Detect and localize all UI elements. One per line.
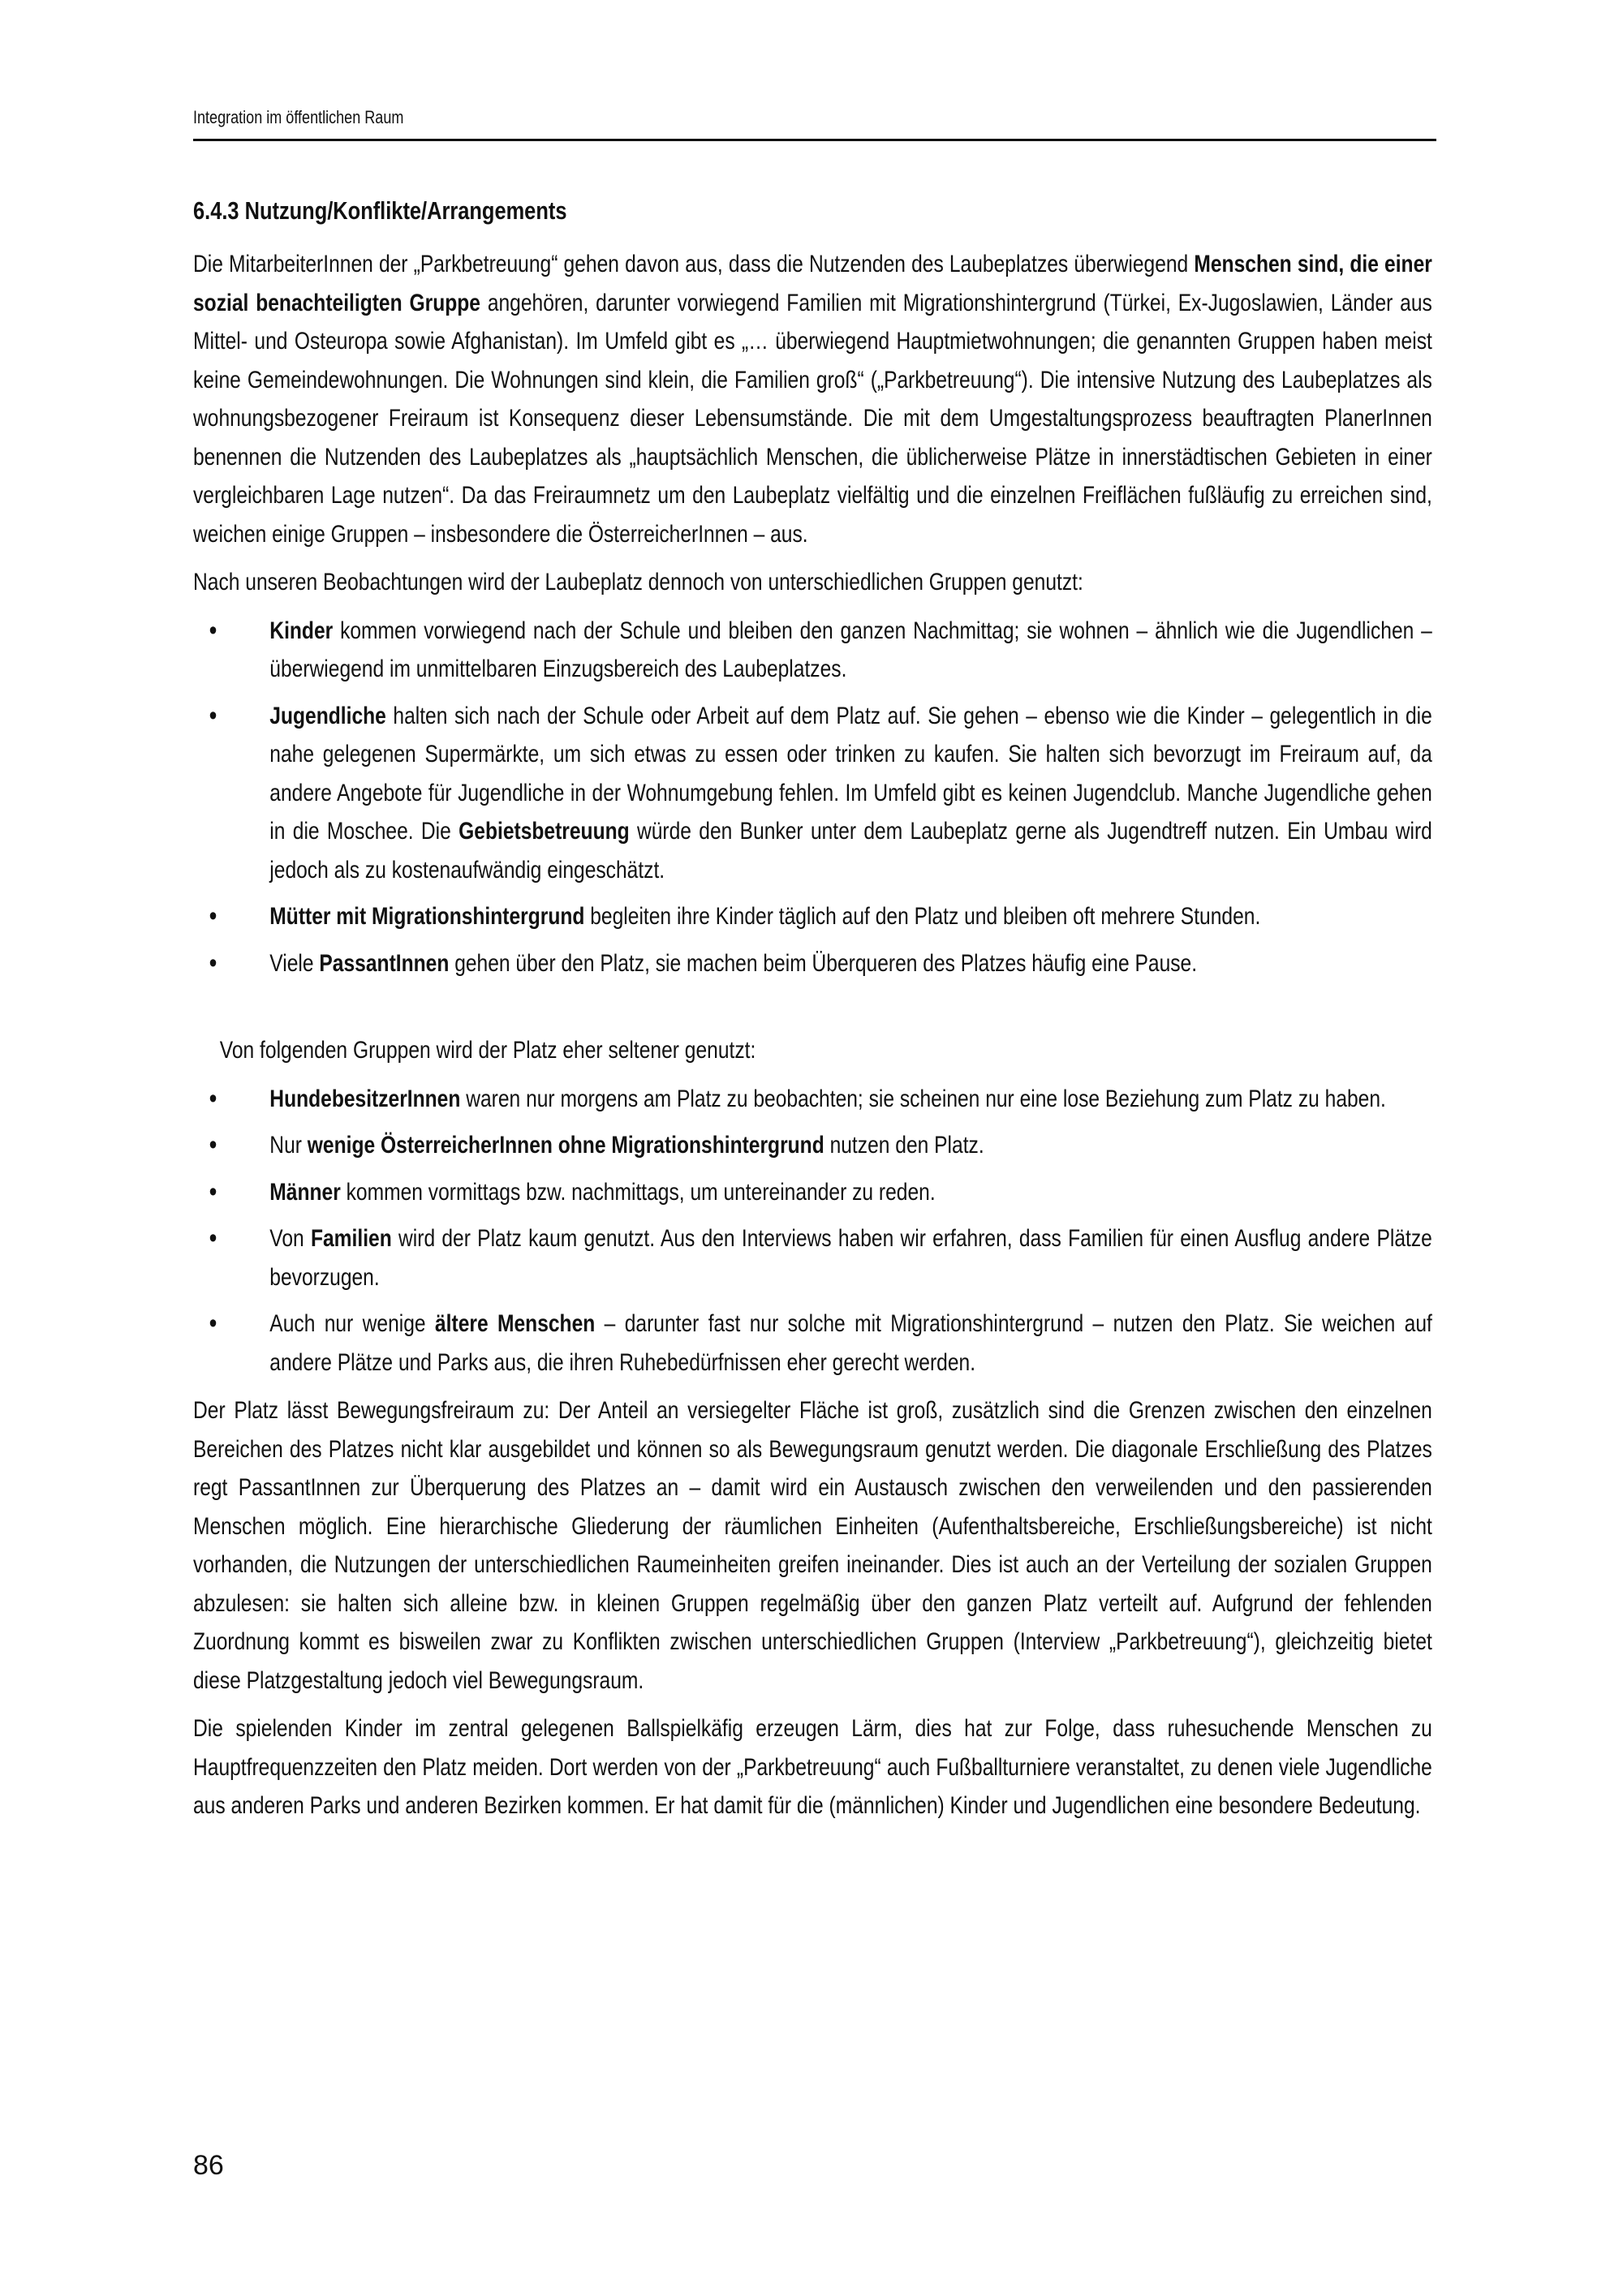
paragraph xyxy=(193,563,1432,602)
bullet-item xyxy=(193,1305,1432,1382)
bold-text: HundebesitzerInnen xyxy=(269,1085,461,1112)
text-segment: Nur xyxy=(269,1132,308,1159)
text-segment: gehen über den Platz, sie machen beim Überqueren des Platzes häufig eine Pause. xyxy=(449,949,1198,977)
bold-text: Kinder xyxy=(269,617,334,644)
bold-text: Jugendliche xyxy=(269,702,386,729)
text-segment: Von xyxy=(269,1225,311,1252)
paragraph xyxy=(193,1031,1432,1070)
bullet-item xyxy=(193,1126,1432,1165)
document-body xyxy=(193,195,1432,1835)
text-segment: Von folgenden Gruppen wird der Platz eher seltener genutzt: xyxy=(219,1037,756,1064)
text-segment: Der Platz lässt Bewegungsfreiraum zu: Der Anteil an versiegelter Fläche ist groß, zusätzlich sind die Grenzen zwischen den einzelnen Bereichen des Platzes nicht klar ausgebildet und können so als Bewegungsraum genutzt werden. Die diagonale Erschließung des Platzes regt PassantInnen zur Überquerung des Platzes an – damit wird ein Austausch zwischen den verweilenden und den passierenden Menschen möglich. Eine hierarchische Gliederung der räumlichen Einheiten (Aufenthaltsbereiche, Erschließungsbereiche) ist nicht vorhanden, die Nutzungen der unterschiedlichen Raumeinheiten greifen ineinander. Dies ist auch an der Verteilung der sozialen Gruppen abzulesen: sie halten sich alleine bzw. in kleinen Gruppen regelmäßig über den ganzen Platz verteilt auf. Aufgrund der fehlenden Zuordnung kommt es bisweilen zwar zu Konflikten zwischen unterschiedlichen Gruppen (Interview „Parkbetreuung“), gleichzeitig bietet diese Platzgestaltung jedoch viel Bewegungsraum. xyxy=(193,1397,1432,1694)
running-header-title: Integration im öffentlichen Raum xyxy=(193,107,404,127)
bold-text: Gebietsbetreuung xyxy=(458,818,630,845)
bold-text: Männer xyxy=(269,1178,341,1206)
bold-text: Mütter mit Migrationshintergrund xyxy=(269,903,585,930)
text-segment: Nach unseren Beobachtungen wird der Laubeplatz dennoch von unterschiedlichen Gruppen genutzt: xyxy=(193,569,1083,595)
bullet-list xyxy=(193,1080,1432,1382)
text-segment: halten sich nach der Schule oder Arbeit auf dem Platz auf. Sie gehen – ebenso wie die Kinder – gelegentlich in die nahe gelegenen Supermärkte, um sich etwas zu essen oder trinken zu kaufen. Sie halten sich bevorzugt im Freiraum auf, da andere Angebote für Jugendliche in der Wohnumgebung fehlen. Im Umfeld gibt es keinen Jugendclub. Manche Jugendliche gehen in die Moschee. Die xyxy=(269,702,1432,845)
bullet-item xyxy=(193,697,1432,890)
bullet-list xyxy=(193,612,1432,983)
bullet-item xyxy=(193,1219,1432,1296)
text-segment: Viele xyxy=(269,949,320,977)
header-divider xyxy=(193,139,1436,141)
running-header xyxy=(193,107,1436,128)
bold-text: PassantInnen xyxy=(319,949,450,977)
text-segment: waren nur morgens am Platz zu beobachten; sie scheinen nur eine lose Beziehung zum Platz zu haben. xyxy=(460,1085,1386,1112)
bullet-item xyxy=(193,1173,1432,1212)
text-segment: angehören, darunter vorwiegend Familien mit Migrationshintergrund (Türkei, Ex-Jugoslawien, Länder aus Mittel- und Osteuropa sowie Afghanistan). Im Umfeld gibt es „… überwiegend Hauptmietwohnungen; die genannten Gruppen haben meist keine Gemeindewohnungen. Die Wohnungen sind klein, die Familien groß“ („Parkbetreuung“). Die intensive Nutzung des Laubeplatzes als wohnungsbezogener Freiraum ist Konsequenz dieser Lebensumstände. Die mit dem Umgestaltungsprozess beauftragten PlanerInnen benennen die Nutzenden des Laubeplatzes als „hauptsächlich Menschen, die üblicherweise Plätze in innerstädtischen Gebieten in einer vergleichbaren Lage nutzen“. Da das Freiraumnetz um den Laubeplatz vielfältig und die einzelnen Freiflächen fußläufig zu erreichen sind, weichen einige Gruppen – insbesondere die ÖsterreicherInnen – aus. xyxy=(193,289,1432,548)
text-segment: nutzen den Platz. xyxy=(824,1132,984,1159)
text-segment: Auch nur wenige xyxy=(269,1310,435,1337)
section-heading: 6.4.3 Nutzung/Konflikte/Arrangements xyxy=(193,196,567,225)
paragraph xyxy=(193,245,1432,553)
text-segment: Die MitarbeiterInnen der „Parkbetreuung“ gehen davon aus, dass die Nutzenden des Laubeplatzes überwiegend xyxy=(193,251,1195,277)
bold-text: wenige ÖsterreicherInnen ohne Migrationshintergrund xyxy=(307,1132,824,1159)
paragraph xyxy=(193,1391,1432,1700)
bold-text: Familien xyxy=(310,1225,392,1252)
bullet-item xyxy=(193,944,1432,983)
paragraph xyxy=(193,1709,1432,1825)
text-segment: Die spielenden Kinder im zentral gelegenen Ballspielkäfig erzeugen Lärm, dies hat zur Folge, dass ruhesuchende Menschen zu Hauptfrequenzzeiten den Platz meiden. Dort werden von der „Parkbetreuung“ auch Fußballturniere veranstaltet, zu denen viele Jugendliche aus anderen Parks und anderen Bezirken kommen. Er hat damit für die (männlichen) Kinder und Jugendlichen eine besondere Bedeutung. xyxy=(193,1715,1432,1819)
bold-text: Menschen sind, die einer sozial benachteiligten Gruppe xyxy=(193,251,1432,316)
page-number: 86 xyxy=(193,2150,224,2181)
text-segment: wird der Platz kaum genutzt. Aus den Interviews haben wir erfahren, dass Familien für einen Ausflug andere Plätze bevorzugen. xyxy=(269,1225,1432,1291)
bullet-item xyxy=(193,612,1432,689)
text-segment: kommen vormittags bzw. nachmittags, um untereinander zu reden. xyxy=(340,1178,936,1206)
text-segment: kommen vorwiegend nach der Schule und bleiben den ganzen Nachmittag; sie wohnen – ähnlich wie die Jugendlichen – überwiegend im unmittelbaren Einzugsbereich des Laubeplatzes. xyxy=(269,617,1432,682)
text-segment: würde den Bunker unter dem Laubeplatz gerne als Jugendtreff nutzen. Ein Umbau wird jedoch als zu kostenaufwändig eingeschätzt. xyxy=(269,818,1432,884)
bullet-item xyxy=(193,897,1432,936)
bullet-item xyxy=(193,1080,1432,1119)
text-segment: begleiten ihre Kinder täglich auf den Platz und bleiben oft mehrere Stunden. xyxy=(584,903,1261,930)
text-segment: – darunter fast nur solche mit Migrationshintergrund – nutzen den Platz. Sie weichen auf andere Plätze und Parks aus, die ihren Ruhebedürfnissen eher gerecht werden. xyxy=(269,1310,1432,1376)
bold-text: ältere Menschen xyxy=(434,1310,596,1337)
